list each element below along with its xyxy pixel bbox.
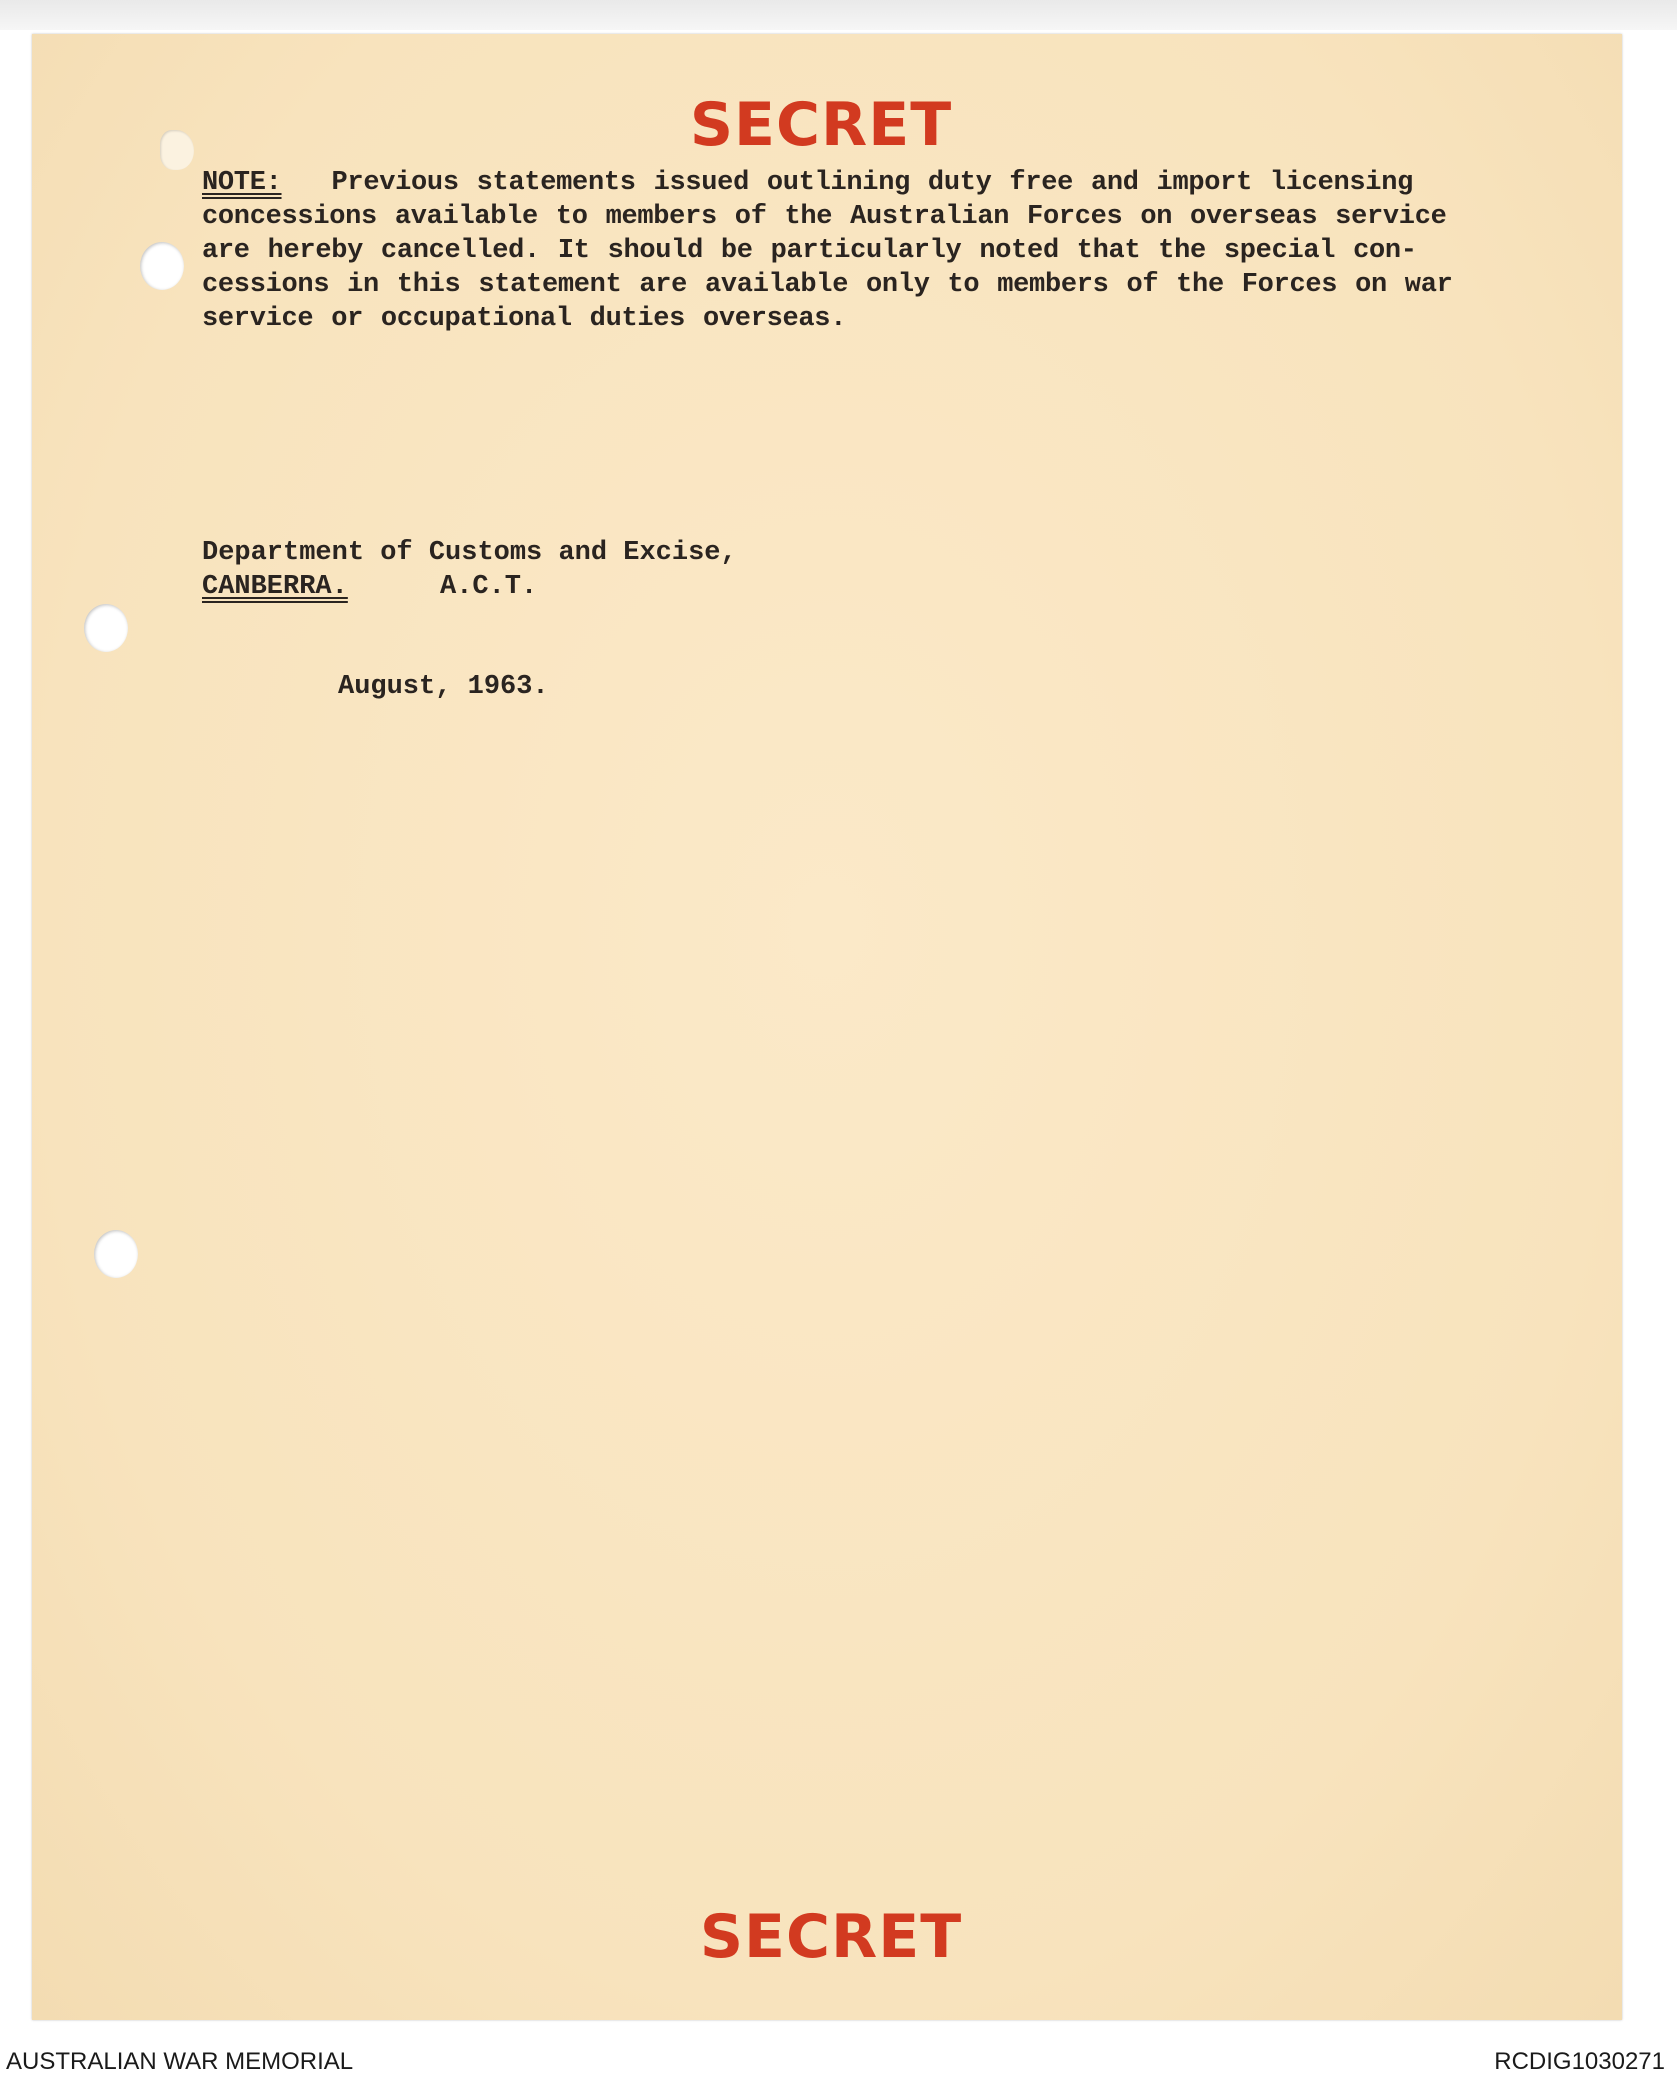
document-date: August, 1963.	[338, 672, 549, 702]
footer-record-id: RCDIG1030271	[1494, 2048, 1665, 2075]
note-text: Previous statements issued outlining duty free and import licensing	[331, 168, 1413, 198]
note-line: service or occupational duties overseas.	[202, 304, 847, 334]
punch-hole	[140, 242, 184, 290]
note-line: concessions available to members of the Australian Forces on overseas service	[202, 202, 1447, 232]
department-name: Department of Customs and Excise,	[202, 538, 737, 568]
classification-stamp-top: SECRET	[689, 90, 953, 160]
note-line: cessions in this statement are available only to members of the Forces on war	[202, 270, 1453, 300]
scan-background	[0, 0, 1677, 30]
city-name: CANBERRA.	[202, 572, 348, 602]
document-page	[32, 34, 1622, 2020]
footer-institution: AUSTRALIAN WAR MEMORIAL	[6, 2048, 354, 2075]
punch-hole	[84, 604, 128, 652]
state-abbrev: A.C.T.	[440, 572, 538, 602]
note-label: NOTE:	[202, 168, 282, 198]
punch-hole	[94, 1230, 138, 1278]
note-line	[202, 166, 1532, 200]
note-line: are hereby cancelled. It should be particularly noted that the special con-	[202, 236, 1417, 266]
city-line	[202, 570, 348, 604]
note-paragraph	[202, 166, 1532, 336]
classification-stamp-bottom: SECRET	[699, 1902, 963, 1972]
